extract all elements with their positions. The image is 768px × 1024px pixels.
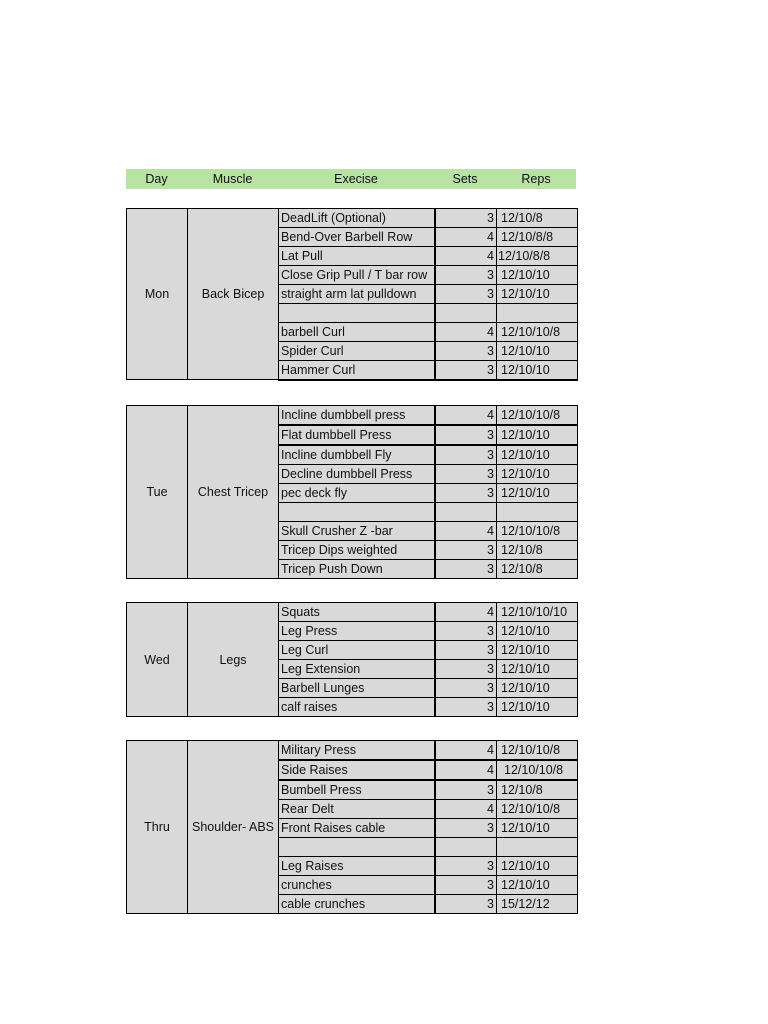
muscle-cell: Chest Tricep xyxy=(188,406,279,579)
reps-cell: 12/10/10 xyxy=(497,875,578,894)
muscle-cell: Legs xyxy=(188,603,279,717)
day-cell: Mon xyxy=(127,209,188,380)
exercise-cell: Tricep Push Down xyxy=(279,559,435,578)
sets-cell: 3 xyxy=(435,698,497,717)
sets-cell: 4 xyxy=(435,760,497,780)
reps-cell: 12/10/8/8 xyxy=(497,247,578,266)
reps-cell: 12/10/10 xyxy=(497,425,578,445)
exercise-cell: Rear Delt xyxy=(279,800,435,819)
exercise-cell: Leg Curl xyxy=(279,641,435,660)
day-block-mon xyxy=(126,208,577,381)
reps-cell: 12/10/10 xyxy=(497,360,578,380)
header-reps: Reps xyxy=(521,172,551,186)
exercise-cell: Military Press xyxy=(279,741,435,761)
sets-cell: 4 xyxy=(435,228,497,247)
reps-cell: 12/10/10/8 xyxy=(497,406,578,426)
sets-cell: 4 xyxy=(435,800,497,819)
reps-cell: 12/10/8 xyxy=(497,559,578,578)
workout-table xyxy=(126,602,578,717)
table-header xyxy=(126,169,576,189)
sets-cell: 3 xyxy=(435,484,497,503)
muscle-cell: Back Bicep xyxy=(188,209,279,380)
header-sets: Sets xyxy=(452,172,478,186)
exercise-cell: Leg Raises xyxy=(279,856,435,875)
table-row xyxy=(127,603,578,622)
reps-cell: 12/10/10 xyxy=(497,484,578,503)
reps-cell: 12/10/10 xyxy=(497,622,578,641)
exercise-cell: Leg Extension xyxy=(279,660,435,679)
reps-cell: 12/10/10 xyxy=(497,266,578,285)
reps-cell: 12/10/10/8 xyxy=(497,741,578,761)
sets-cell: 3 xyxy=(435,856,497,875)
muscle-cell: Shoulder- ABS xyxy=(188,741,279,914)
exercise-cell: Incline dumbbell press xyxy=(279,406,435,426)
header-muscle: Muscle xyxy=(212,172,253,186)
header-day: Day xyxy=(145,172,168,186)
exercise-cell: Incline dumbbell Fly xyxy=(279,445,435,465)
exercise-cell: Flat dumbbell Press xyxy=(279,425,435,445)
reps-cell: 12/10/10 xyxy=(497,341,578,360)
sets-cell: 3 xyxy=(435,425,497,445)
exercise-cell: Front Raises cable xyxy=(279,819,435,838)
sets-cell: 3 xyxy=(435,641,497,660)
sets-cell: 4 xyxy=(435,406,497,426)
sets-cell xyxy=(435,304,497,323)
day-cell: Wed xyxy=(127,603,188,717)
exercise-cell: Squats xyxy=(279,603,435,622)
reps-cell: 12/10/10 xyxy=(497,465,578,484)
workout-table xyxy=(126,740,578,914)
sets-cell: 4 xyxy=(435,247,497,266)
exercise-cell: DeadLift (Optional) xyxy=(279,209,435,228)
sets-cell: 3 xyxy=(435,285,497,304)
exercise-cell: pec deck fly xyxy=(279,484,435,503)
header-exercise: Execise xyxy=(334,172,378,186)
sets-cell: 4 xyxy=(435,521,497,540)
reps-cell: 12/10/10/10 xyxy=(497,603,578,622)
sets-cell: 3 xyxy=(435,559,497,578)
sets-cell: 4 xyxy=(435,603,497,622)
sets-cell: 3 xyxy=(435,875,497,894)
sets-cell: 3 xyxy=(435,540,497,559)
exercise-cell: calf raises xyxy=(279,698,435,717)
exercise-cell: Tricep Dips weighted xyxy=(279,540,435,559)
reps-cell: 12/10/10/8 xyxy=(497,322,578,341)
exercise-cell: straight arm lat pulldown xyxy=(279,285,435,304)
exercise-cell: Decline dumbbell Press xyxy=(279,465,435,484)
exercise-cell xyxy=(279,304,435,323)
exercise-cell: Hammer Curl xyxy=(279,360,435,380)
table-row xyxy=(127,406,578,426)
reps-cell: 12/10/8 xyxy=(497,209,578,228)
sets-cell: 4 xyxy=(435,741,497,761)
sets-cell xyxy=(435,503,497,522)
reps-cell: 12/10/10 xyxy=(497,856,578,875)
day-cell: Thru xyxy=(127,741,188,914)
exercise-cell xyxy=(279,838,435,857)
exercise-cell: Bumbell Press xyxy=(279,780,435,800)
workout-table xyxy=(126,208,578,381)
reps-cell: 15/12/12 xyxy=(497,894,578,913)
exercise-cell: Leg Press xyxy=(279,622,435,641)
table-row xyxy=(127,741,578,761)
day-block-thru xyxy=(126,740,577,914)
reps-cell xyxy=(497,304,578,323)
sets-cell: 3 xyxy=(435,780,497,800)
reps-cell: 12/10/10 xyxy=(497,285,578,304)
reps-cell: 12/10/10/8 xyxy=(497,760,578,780)
reps-cell: 12/10/10 xyxy=(497,679,578,698)
reps-cell: 12/10/10 xyxy=(497,698,578,717)
sets-cell: 3 xyxy=(435,894,497,913)
exercise-cell: Lat Pull xyxy=(279,247,435,266)
exercise-cell: Close Grip Pull / T bar row xyxy=(279,266,435,285)
day-block-tue xyxy=(126,405,577,579)
exercise-cell xyxy=(279,503,435,522)
sets-cell: 3 xyxy=(435,209,497,228)
reps-cell xyxy=(497,503,578,522)
reps-cell: 12/10/10 xyxy=(497,660,578,679)
table-row xyxy=(127,209,578,228)
sets-cell: 3 xyxy=(435,341,497,360)
exercise-cell: Spider Curl xyxy=(279,341,435,360)
exercise-cell: cable crunches xyxy=(279,894,435,913)
day-block-wed xyxy=(126,602,577,717)
reps-cell xyxy=(497,838,578,857)
exercise-cell: Bend-Over Barbell Row xyxy=(279,228,435,247)
reps-cell: 12/10/10 xyxy=(497,819,578,838)
sets-cell: 3 xyxy=(435,360,497,380)
reps-cell: 12/10/10 xyxy=(497,445,578,465)
exercise-cell: barbell Curl xyxy=(279,322,435,341)
sets-cell: 3 xyxy=(435,465,497,484)
sets-cell xyxy=(435,838,497,857)
workout-table xyxy=(126,405,578,579)
sets-cell: 3 xyxy=(435,660,497,679)
reps-cell: 12/10/8 xyxy=(497,540,578,559)
exercise-cell: Barbell Lunges xyxy=(279,679,435,698)
exercise-cell: Skull Crusher Z -bar xyxy=(279,521,435,540)
sets-cell: 4 xyxy=(435,322,497,341)
sets-cell: 3 xyxy=(435,819,497,838)
exercise-cell: crunches xyxy=(279,875,435,894)
reps-cell: 12/10/10/8 xyxy=(497,521,578,540)
reps-cell: 12/10/8/8 xyxy=(497,228,578,247)
sets-cell: 3 xyxy=(435,266,497,285)
day-cell: Tue xyxy=(127,406,188,579)
exercise-cell: Side Raises xyxy=(279,760,435,780)
reps-cell: 12/10/10/8 xyxy=(497,800,578,819)
reps-cell: 12/10/10 xyxy=(497,641,578,660)
reps-cell: 12/10/8 xyxy=(497,780,578,800)
sets-cell: 3 xyxy=(435,622,497,641)
sets-cell: 3 xyxy=(435,679,497,698)
sets-cell: 3 xyxy=(435,445,497,465)
